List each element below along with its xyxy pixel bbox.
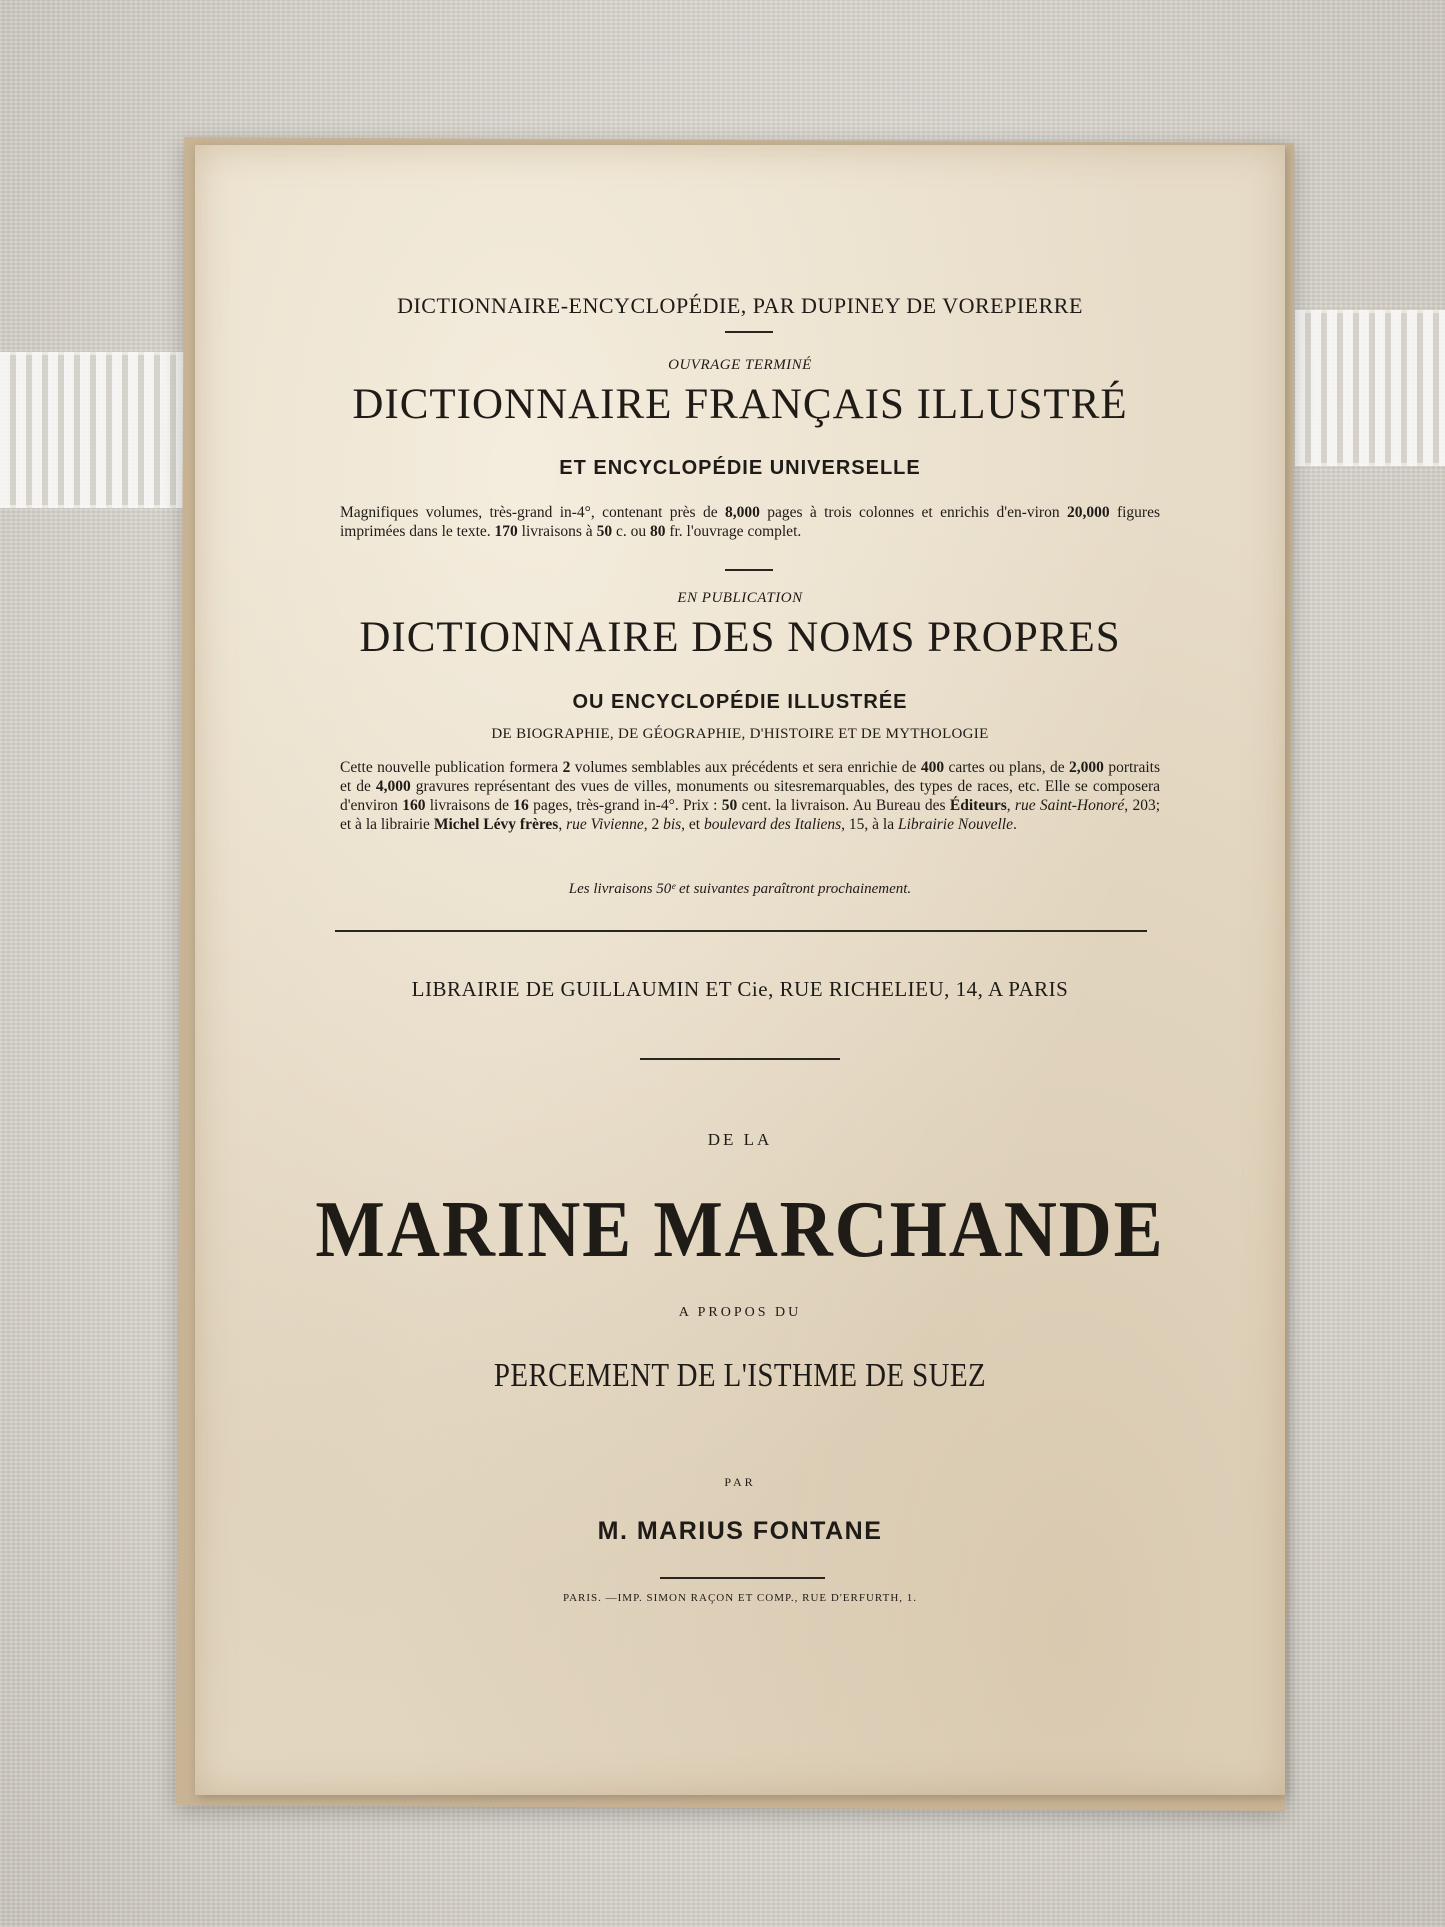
par-label: PAR (724, 1475, 756, 1489)
short-rule (660, 1577, 825, 1579)
publisher-line: LIBRAIRIE DE GUILLAUMIN ET Cie, RUE RICHELIEU, 14, A PARIS (411, 977, 1069, 1001)
subject-title: PERCEMENT DE L'ISTHME DE SUEZ (493, 1357, 987, 1394)
text-run: bis (663, 816, 682, 833)
text-run: rue Saint-Honoré (1014, 797, 1125, 814)
finished-kicker: OUVRAGE TERMINÉ (668, 357, 812, 373)
text-run: cent. la livraison. Au Bureau des (737, 797, 950, 814)
text-run: pages, très-grand in-4°. Prix : (528, 797, 722, 814)
text-run: 2,000 (1069, 759, 1104, 776)
text-run: 80 (649, 523, 666, 540)
text-run: 8,000 (724, 504, 760, 521)
lace-trim-right (1295, 310, 1445, 466)
finished-subtitle: ET ENCYCLOPÉDIE UNIVERSELLE (559, 457, 921, 479)
text-run: , 15, à la (841, 816, 898, 833)
text-run: , 203; et à la librairie (340, 797, 1160, 833)
short-rule (725, 569, 773, 571)
text-run: Magnifiques volumes, très-grand in-4°, contenant près de (340, 504, 725, 521)
text-run: , (558, 816, 567, 833)
text-run: cartes ou plans, de (944, 759, 1070, 776)
text-run: c. ou (612, 523, 650, 540)
text-run: 4,000 (375, 778, 411, 795)
lace-trim-left (0, 352, 200, 508)
series-line: DICTIONNAIRE-ENCYCLOPÉDIE, PAR DUPINEY DE VOREPIERRE (397, 293, 1083, 318)
a-propos: A PROPOS DU (678, 1305, 802, 1320)
text-run: volumes semblables aux précédents et sera enrichie de (570, 759, 921, 776)
text-run: gravures représentant des vues de villes, monuments ou sitesremarquables, des types de races, etc. Elle se composera d'environ (340, 778, 1160, 814)
text-run: 160 (402, 797, 426, 814)
text-run: 20,000 (1066, 504, 1110, 521)
text-run: boulevard des Italiens (703, 816, 842, 833)
text-run: fr. l'ouvrage complet. (665, 523, 802, 540)
text-run: Éditeurs (949, 797, 1007, 814)
finished-description (340, 503, 1160, 541)
publication-kicker: EN PUBLICATION (677, 590, 803, 606)
text-run: 50 (596, 523, 613, 540)
text-run: Cette nouvelle publication formera (340, 759, 563, 776)
publication-title: DICTIONNAIRE DES NOMS PROPRES (359, 614, 1121, 661)
short-rule (725, 331, 773, 333)
full-rule (335, 930, 1147, 932)
main-title: MARINE MARCHANDE (315, 1186, 1165, 1274)
imprint-line: PARIS. —IMP. SIMON RAÇON ET COMP., RUE D'ERFURTH, 1. (562, 1592, 918, 1604)
publication-subtitle-2: DE BIOGRAPHIE, DE GÉOGRAPHIE, D'HISTOIRE ET DE MYTHOLOGIE (491, 726, 989, 742)
text-run: figures imprimées dans le texte. (340, 504, 1160, 540)
finished-title: DICTIONNAIRE FRANÇAIS ILLUSTRÉ (352, 381, 1128, 428)
text-run: Librairie Nouvelle (898, 816, 1013, 833)
booklet-cover (195, 145, 1285, 1795)
text-run: , (1006, 797, 1015, 814)
text-run: livraisons de (425, 797, 514, 814)
publication-note: Les livraisons 50ᵉ et suivantes paraîtront prochainement. (568, 881, 912, 897)
text-run: . (1012, 816, 1017, 833)
medium-rule (640, 1058, 840, 1060)
text-run: 170 (494, 523, 518, 540)
text-run: 16 (513, 797, 529, 814)
text-run: 2 (562, 759, 571, 776)
text-run: pages à trois colonnes et enrichis d'en-viron (759, 504, 1067, 521)
text-run: 400 (920, 759, 945, 776)
de-la: DE LA (707, 1130, 773, 1149)
publication-subtitle: OU ENCYCLOPÉDIE ILLUSTRÉE (572, 691, 908, 713)
publication-description (340, 758, 1160, 834)
text-run: rue Vivienne (566, 816, 644, 833)
text-run: , 2 (643, 816, 664, 833)
text-run: portraits et de (340, 759, 1160, 795)
text-run: 50 (721, 797, 738, 814)
text-run: livraisons à (517, 523, 597, 540)
text-run: Michel Lévy frères (433, 816, 559, 833)
author-name: M. MARIUS FONTANE (597, 1517, 883, 1545)
text-run: , et (681, 816, 704, 833)
